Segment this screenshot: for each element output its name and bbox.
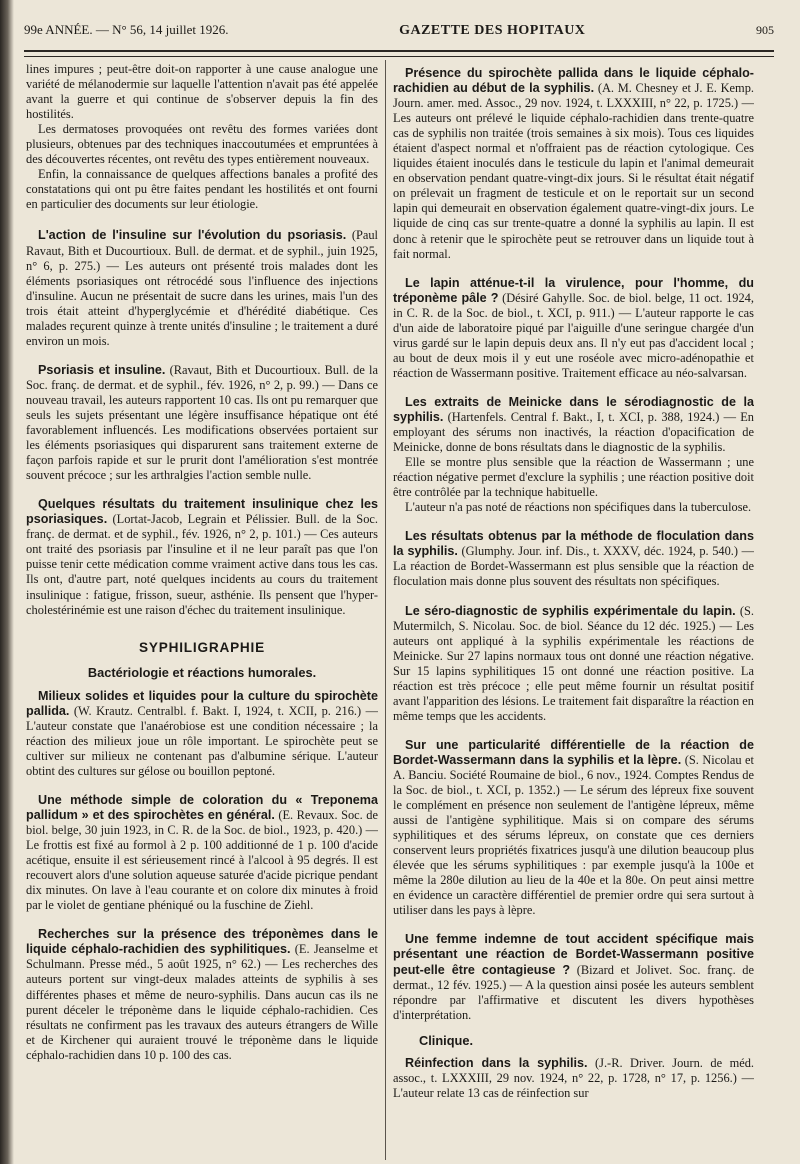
- article-reference: (Bizard et Jolivet. Soc. franç. de dermat., 12 fév. 1925.) —: [393, 962, 754, 992]
- article: [26, 793, 378, 913]
- article-body: En employant des sérums non inactivés, la réaction d'opacification de Meinicke, donne de bons résultats dans le diagnostic de la syphilis.: [393, 409, 754, 455]
- article: [393, 66, 754, 262]
- article-reference: (Hartenfels. Central f. Bakt., I, t. XCI, p. 388, 1924.) —: [447, 409, 741, 424]
- subsection-title: Bactériologie et réactions humorales.: [87, 664, 317, 680]
- article-reference: (S. Mutermilch, S. Nicolau. Soc. de biol. Séance du 12 déc. 1925.) —: [393, 603, 754, 633]
- article: [26, 363, 378, 483]
- article-body: Les auteurs ont prélevé le liquide céphalo-rachidien dans trente-quatre cas de syphilis non traitée (trois semaines à six mois). Tous ces liquides étaient d'aspect normal et n'offraient pas de réaction cytologique. Ces liquides étaient inoculés dans le testicule du lapin et l'animal demeurait en observation pendant quatre-vingt-dix jours. Si le résultat était négatif on prélevait un fragment de testicule et on le reportait sur un second lapin qui demeurait en observation également quatre-vingt-dix jours. Le liquide de cinq cas sur trente-quatre a donné la syphilis au lapin. Il est donc à retenir que le spirochète peut se retrouver dans un liquide tout à fait normal.: [393, 111, 754, 261]
- article-body: Ces auteurs ont traité des psoriasis par l'insuline et il ne leur paraît pas que l'on puisse tenir cette médication comme vraiment active dans tous les cas. Ils ont, d'autre part, noté quelques incidents au cours du traitement insulinique : fatigue, frisson, sueur, asthénie. Ils pensent que l'hyper-cholestérinémie est une raison d'échec du traitement insulinique.: [26, 527, 378, 617]
- intro-paragraph: Les dermatoses provoquées ont revêtu des formes variées dont plusieurs, obtenues par des techniques inaccoutumées et empruntées à des découvertes récentes, ont revêtu des types entièrement nouveaux.: [26, 122, 378, 167]
- article-body: L'auteur relate 13 cas de réinfection sur: [393, 1085, 589, 1100]
- article-title: Quelques résultats du traitement insulinique chez les psoriasiques.: [26, 497, 378, 527]
- article-title: Milieux solides et liquides pour la culture du spirochète pallida.: [26, 688, 378, 718]
- page-header: [24, 22, 774, 46]
- article-body: Les auteurs ont présenté trois malades dont les éléments psoriasiques ont rétrocédé sous l'influence des injections d'insuline. Aucun ne présentait de sucre dans les urines, mais l'un des trois était atteint d'hyperglycémie et d'hérédité diabétique. Ces malades reçurent quinze à trente unités d'insuline ; le traitement a duré environ un mois.: [26, 258, 378, 348]
- article: [393, 932, 754, 1022]
- scan-edge-shadow: [0, 0, 14, 1164]
- journal-title: GAZETTE DES HOPITAUX: [399, 23, 586, 38]
- article-continuation: Elle se montre plus sensible que la réaction de Wassermann ; une réaction négative permet d'exclure la syphilis ; une réaction positive doit être contrôlée par la technique habituelle.: [393, 455, 754, 500]
- article: [26, 689, 378, 779]
- article-body: L'auteur rapporte le cas d'un aide de laboratoire piqué par l'aiguille d'une seringue chargée d'un virus gardé sur le lapin depuis deux ans. Il n'y eut pas d'accident local ; au bout de deux mois il y eut une roséole avec micro-adénopathie et réaction de Wassermann positive. Traitement efficace au néo-salvarsan.: [393, 305, 754, 380]
- article: [26, 228, 378, 348]
- page-number: 905: [755, 23, 774, 37]
- article-reference: (J.-R. Driver. Journ. de méd. assoc., t. LXXXIII, 29 nov. 1924, n° 22, p. 1728, n° 17, p. 1256.) —: [393, 1055, 754, 1085]
- article-reference: (Paul Ravaut, Bith et Ducourtioux. Bull. de dermat. et de syphil., juin 1925, n° 6, p. 275.) —: [26, 228, 378, 273]
- article-reference: (Glumphy. Jour. inf. Dis., t. XXXV, déc. 1924, p. 540.) —: [461, 544, 754, 559]
- article-body: A la question ainsi posée les auteurs semblent répondre par l'affirmative et discutent les divers hypothèses d'interprétation.: [393, 977, 754, 1022]
- article: [393, 1056, 754, 1101]
- article-title: Sur une particularité différentielle de la réaction de Bordet-Wassermann dans la syphilis et la lèpre.: [393, 737, 754, 767]
- right-column: [393, 62, 754, 1160]
- article-title: Présence du spirochète pallida dans le liquide céphalo-rachidien au début de la syphilis.: [393, 66, 754, 96]
- article: [393, 276, 754, 381]
- article-reference: (S. Nicolau et A. Banciu. Société Roumaine de biol., 6 nov., 1924. Comptes Rendus de la Soc. de biol., t. XCI, p. 1352.) —: [393, 752, 754, 798]
- article: [26, 927, 378, 1062]
- article: [393, 604, 754, 724]
- article-title: Une femme indemne de tout accident spécifique mais présentant une réaction de Bordet-Wassermann positive peut-elle être contagieuse ?: [393, 932, 754, 977]
- header-rule-thin: [24, 56, 774, 57]
- article-reference: (E. Jeanselme et Schulmann. Presse méd., 5 août 1925, n° 62.) —: [26, 942, 378, 972]
- article-title: Une méthode simple de coloration du « Treponema pallidum » et des spirochètes en général.: [26, 792, 378, 823]
- article-reference: (W. Krautz. Centralbl. f. Bakt. I, 1924, t. XCII, p. 216.) —: [73, 703, 378, 718]
- article: [393, 529, 754, 589]
- left-column: [26, 62, 378, 1160]
- column-divider: [385, 60, 386, 1160]
- article-title: Réinfection dans la syphilis.: [405, 1055, 588, 1070]
- article-title: L'action de l'insuline sur l'évolution du psoriasis.: [38, 228, 347, 243]
- article-reference: (A. M. Chesney et J. E. Kemp. Journ. amer. med. Assoc., 29 nov. 1924, t. LXXXIII, n° 22, p. 1725.) —: [393, 81, 754, 111]
- article-body: Le sérum des lépreux fixe souvent le complément en présence non seulement de l'antigène lépreux, même aussi de l'antigène syphilitique. Mais si on compare des sérums syphilitiques et des sérums lépreux, on constate que ces derniers conservent leurs propriétés fixatrices jusqu'à une dilution beaucoup plus élevée que les sérums syphilitiques : par exemple jusqu'à la 100e et même la 280e dilution au lieu de la 40e et la 80e. On peut ainsi mettre en évidence un caractère différentiel de premier ordre qui sera surtout à utiliser dans les pays à lèpre.: [393, 783, 754, 918]
- article-reference: (E. Revaux. Soc. de biol. belge, 30 juin 1923, in C. R. de la Soc. de biol., 1923, p. 420.) —: [26, 808, 378, 838]
- article-continuation: L'auteur n'a pas noté de réactions non spécifiques dans la tuberculose.: [405, 500, 752, 515]
- article-reference: (Désiré Gahylle. Soc. de biol. belge, 11 oct. 1924, in C. R. de la Soc. de biol., t. XCI, p. 911.) —: [393, 290, 754, 320]
- intro-paragraph: lines impures ; peut-être doit-on rapporter à une cause analogue une variété de mélanodermie sur laquelle l'attention n'avait pas été appelée avant la guerre et qui continue de s'observer depuis la fin des hostilités.: [26, 62, 378, 122]
- header-rule-thick: [24, 50, 774, 52]
- article-body: Les recherches des auteurs portent sur vingt-deux malades atteints de syphilis à ses différentes phases et même de neuro-syphilis. Dans aucun cas ils ne purent déceler le tréponème dans le liquide céphalo-rachidien. Ces résultats ne confirment pas les travaux des auteurs étrangers de Wille et de Kirchener qui auraient trouvé le tréponème dans le liquide céphalo-rachidien dans 10 p. 100 des cas.: [26, 957, 378, 1062]
- article-title: Le lapin atténue-t-il la virulence, pour l'homme, du tréponème pâle ?: [393, 275, 754, 305]
- issue-line: 99e ANNÉE. — N° 56, 14 juillet 1926.: [24, 22, 229, 37]
- article-body: Les auteurs ont appliqué à la syphilis expérimentale les réactions de Meinicke. Sur 27 lapins normaux tous ont donné une réaction négative. Sur 15 lapins syphilitiques 15 ont donné une réaction positive. La réaction est très précoce ; elle peut même fournir un résultat positif avant l'apparition des lésions. Le traitement fait disparaître la réaction en même temps que les accidents.: [393, 618, 754, 723]
- article-title: Recherches sur la présence des tréponèmes dans le liquide céphalo-rachidien des syphilitiques.: [26, 927, 378, 957]
- subsection-title: Clinique.: [419, 1032, 474, 1048]
- article: [393, 395, 754, 455]
- article-title: Les résultats obtenus par la méthode de floculation dans la syphilis.: [393, 529, 754, 559]
- section-title: SYPHILIGRAPHIE: [138, 639, 265, 655]
- intro-paragraph: Enfin, la connaissance de quelques affections banales a profité des constatations qui ont pu être faites pendant les hostilités et ont fourni en particulier des documents sur leur étiologie.: [26, 167, 378, 212]
- article-title: Les extraits de Meinicke dans le sérodiagnostic de la syphilis.: [393, 394, 754, 424]
- article-reference: (Lortat-Jacob, Legrain et Pélissier. Bull. de la Soc. franç. de dermat. et de syphil., fév. 1926, n° 2, p. 101.) —: [26, 512, 378, 542]
- article-reference: (Ravaut, Bith et Ducourtioux. Bull. de la Soc. franç. de dermat. et de syphil., fév. 1926, n° 2, p. 99.) —: [26, 362, 378, 392]
- article-title: Psoriasis et insuline.: [38, 362, 166, 377]
- article: [26, 497, 378, 617]
- article-body: La réaction de Bordet-Wassermann est plus sensible que la réaction de floculation mais donne plus souvent des résultats non spécifiques.: [393, 559, 754, 589]
- article-title: Le séro-diagnostic de syphilis expérimentale du lapin.: [405, 603, 736, 618]
- article-body: Le frottis est fixé au formol à 2 p. 100 additionné de 1 p. 100 d'acide acétique, ensuite il est sérieusement rincé à l'alcool à 95 degrés. Il est recouvert alors d'une solution aqueuse saturée d'acide picrique pendant dix minutes. On lave à l'eau courante et on colore dix minutes à froid par le violet de gentiane phéniqué ou la fuschine de Ziehl.: [26, 838, 378, 913]
- article-body: Dans ce nouveau travail, les auteurs rapportent 10 cas. Ils ont pu remarquer que seuls les sujets présentant une légère insuffisance hépatique ont été favorablement influencés. Les modifications observées portaient sur les éléments psoriasiques qui disparurent sans traitement externe de façon parfois rapide et sur le prurit dont l'amélioration s'est montrée souvent précoce ; sur les arthralgies l'action semble nulle.: [26, 377, 378, 483]
- article-body: L'auteur constate que l'anaérobiose est une condition nécessaire ; la réaction des milieux joue un rôle important. Le spirochète peut se cultiver sur milieux ne contenant pas d'albumine sérique. L'auteur obtint des cultures sur gélose ou bouillon peptoné.: [26, 718, 378, 778]
- article: [393, 738, 754, 919]
